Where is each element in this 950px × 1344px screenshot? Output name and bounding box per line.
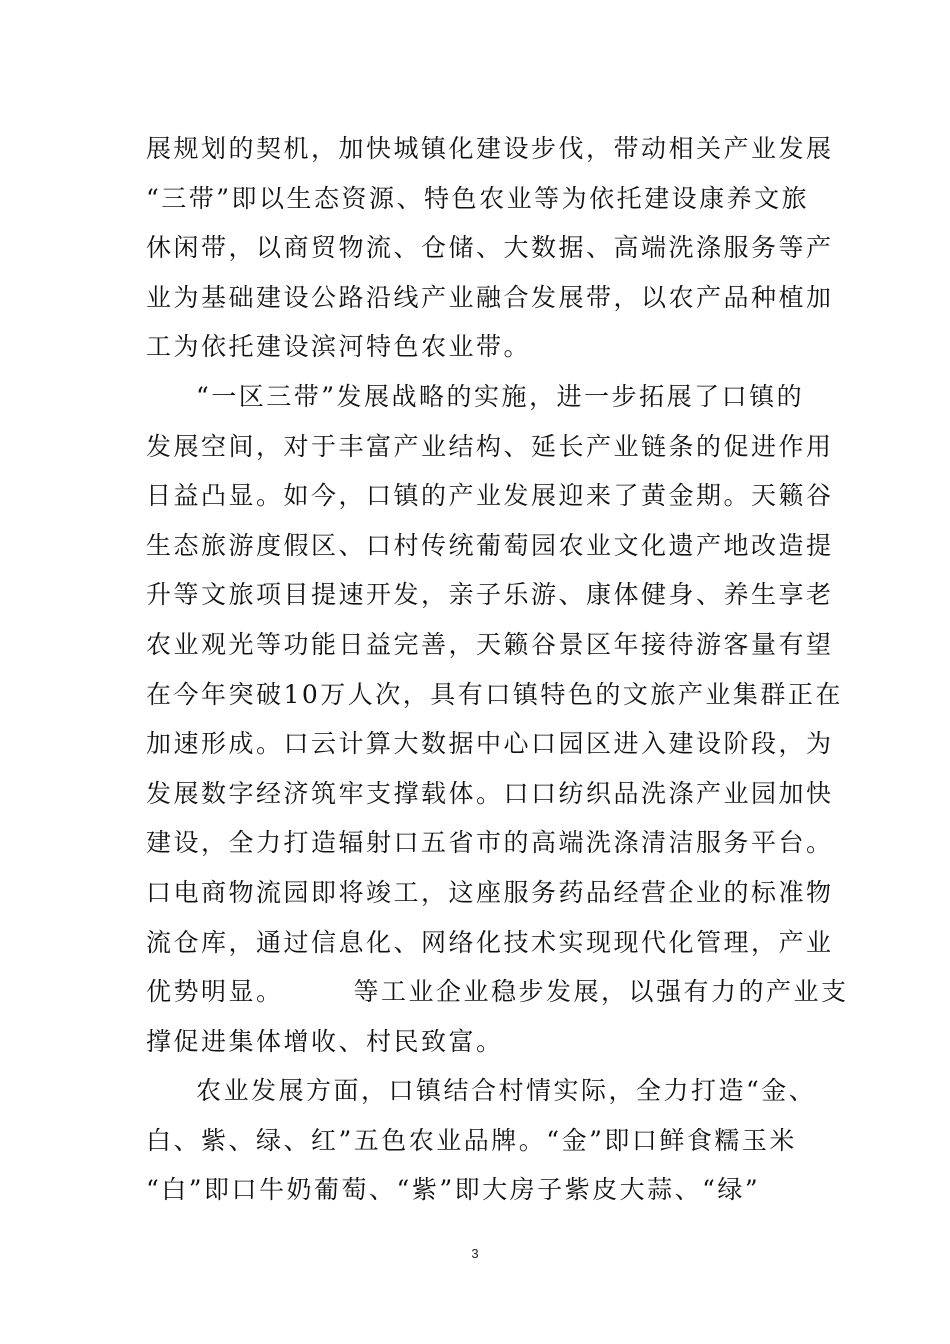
text-line: 业为基础建设公路沿线产业融合发展带，以农产品种植加 <box>146 282 834 312</box>
text-line: 日益凸显。如今，口镇的产业发展迎来了黄金期。天籁谷 <box>146 481 834 511</box>
text-line: 建设，全力打造辐射口五省市的高端洗涤清洁服务平台。 <box>146 828 834 858</box>
text-line: 生态旅游度假区、口村传统葡萄园农业文化遗产地改造提 <box>146 530 834 560</box>
text-line: “白”即口牛奶葡萄、“紫”即大房子紫皮大蒜、“绿” <box>146 1175 761 1205</box>
text-line: 在今年突破10万人次，具有口镇特色的文旅产业集群正在 <box>146 679 843 709</box>
text-line: 升等文旅项目提速开发，亲子乐游、康体健身、养生享老 <box>146 580 834 610</box>
paragraph-first-line: 农业发展方面，口镇结合村情实际，全力打造“金、 <box>196 1076 817 1106</box>
page-number: 3 <box>471 1246 479 1261</box>
text-line: 发展数字经济筑牢支撑载体。口口纺织品洗涤产业园加快 <box>146 778 834 808</box>
text-line: 发展空间，对于丰富产业结构、延长产业链条的促进作用 <box>146 431 834 461</box>
body-text <box>146 124 849 1215</box>
text-line: 工为依托建设滨河特色农业带。 <box>146 332 532 362</box>
text-line: 优势明显。 等工业企业稳步发展，以强有力的产业支 <box>146 977 849 1007</box>
text-line: 加速形成。口云计算大数据中心口园区进入建设阶段，为 <box>146 729 834 759</box>
text-line: 白、紫、绿、红”五色农业品牌。“金”即口鲜食糯玉米 <box>146 1125 797 1155</box>
text-line: 农业观光等功能日益完善，天籁谷景区年接待游客量有望 <box>146 629 834 659</box>
text-line: 撑促进集体增收、村民致富。 <box>146 1026 504 1056</box>
text-line: 流仓库，通过信息化、网络化技术实现现代化管理，产业 <box>146 927 834 957</box>
text-line: 休闲带，以商贸物流、仓储、大数据、高端洗涤服务等产 <box>146 233 834 263</box>
text-line: 口电商物流园即将竣工，这座服务药品经营企业的标准物 <box>146 877 834 907</box>
paragraph-first-line: “一区三带”发展战略的实施，进一步拓展了口镇的 <box>196 381 805 411</box>
text-line: 展规划的契机，加快城镇化建设步伐，带动相关产业发展 <box>146 134 834 163</box>
text-line: “三带”即以生态资源、特色农业等为依托建设康养文旅 <box>146 183 810 213</box>
